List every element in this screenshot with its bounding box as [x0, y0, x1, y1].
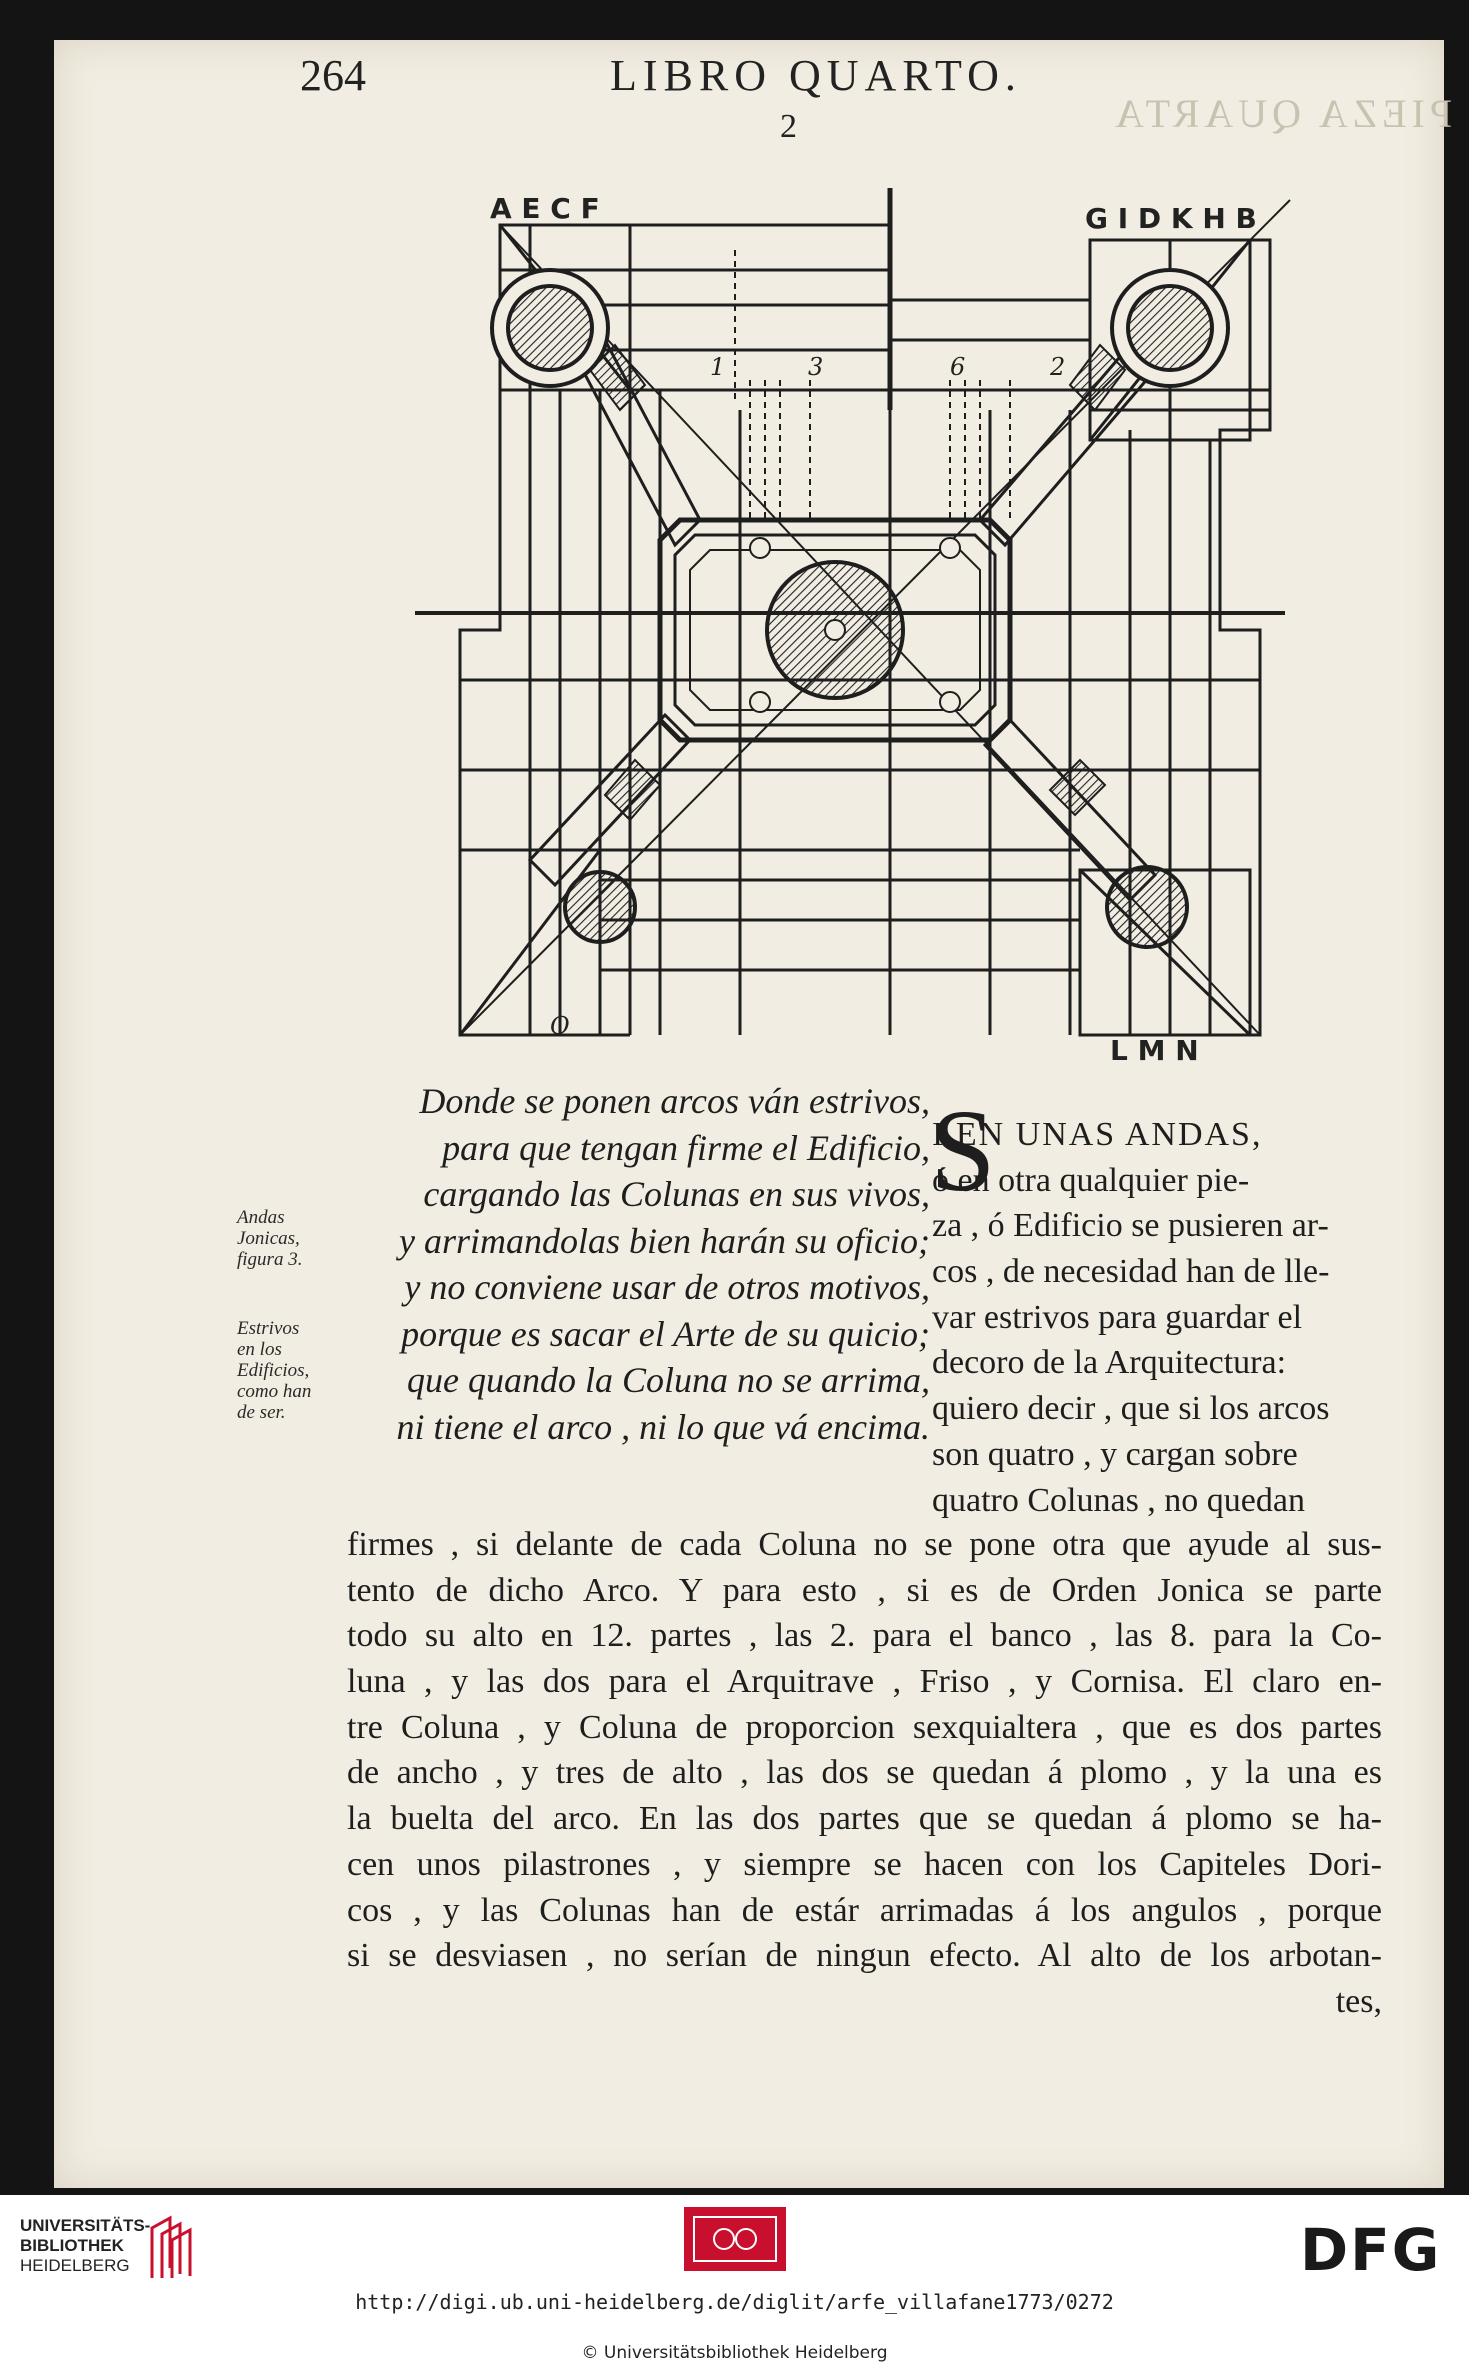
body-line: quatro Colunas , no quedan [932, 1481, 1305, 1519]
verse-line: porque es sacar el Arte de su quicio; [401, 1313, 930, 1354]
page-number: 264 [300, 51, 366, 100]
body-line: luna , y las dos para el Arquitrave , Friso , y Cornisa. El claro en- [347, 1663, 1382, 1701]
margin-note-line: de ser. [237, 1402, 286, 1423]
body-line: decoro de la Arquitectura: [932, 1344, 1287, 1382]
body-full-width [347, 1522, 1382, 2025]
body-line: la buelta del arco. En las dos partes que se quedan á plomo se ha- [347, 1800, 1382, 1838]
running-title: LIBRO QUARTO. [610, 51, 1022, 100]
figure-labels-bottom-right: L M N [1110, 1034, 1199, 1067]
verse-line: que quando la Coluna no se arrima, [406, 1360, 930, 1400]
verse-line: cargando las Colunas en sus vivos, [423, 1174, 930, 1214]
body-line: de ancho , y tres de alto , las dos se quedan á plomo , y la una es [347, 1754, 1382, 1792]
library-logo-text[interactable] [20, 2216, 150, 2276]
body-line: var estrivos para guardar el [932, 1298, 1303, 1336]
margin-note-line: en los [237, 1339, 282, 1360]
catchword: tes, [1335, 1982, 1382, 2020]
margin-note-line: Estrivos [237, 1318, 300, 1339]
figure-label-bottom-left: O [550, 1012, 570, 1040]
figure-labels-top-left: A E C F [490, 192, 600, 225]
body-line: tento de dicho Arco. Y para esto , si es de Orden Jonica se parte [347, 1571, 1382, 1609]
verse-line: ni tiene el arco , ni lo que vá encima. [396, 1406, 930, 1447]
library-name-line: UNIVERSITÄTS- [20, 2216, 151, 2235]
margin-note-estrivos [237, 1318, 357, 1423]
body-line: za , ó Edificio se pusieren ar- [932, 1207, 1329, 1245]
body-line: cen unos pilastrones , y siempre se hacen con los Capiteles Dori- [347, 1845, 1382, 1883]
body-right-column [932, 1112, 1382, 1523]
library-name-line: HEIDELBERG [20, 2256, 130, 2275]
body-line: tre Coluna , y Coluna de proporcion sexquialtera , que es dos partes [347, 1708, 1382, 1746]
verse-stanza [335, 1078, 930, 1450]
margin-note-line: Jonicas, [237, 1228, 300, 1249]
dfg-logo[interactable]: DFG [1300, 2216, 1442, 2284]
margin-note-line: como han [237, 1381, 312, 1402]
body-line: I EN UNAS ANDAS, [932, 1116, 1263, 1153]
architectural-plan-figure [390, 180, 1310, 1070]
figure-label-3: 3 [808, 353, 824, 381]
figure-label-6: 6 [950, 353, 966, 381]
figure-labels-top-right: G I D K H B [1085, 202, 1257, 235]
show-through-text: PIEZA QUARTA [1110, 91, 1453, 136]
margin-note-line: Andas [237, 1207, 285, 1228]
body-line: ó en otra qualquier pie- [932, 1161, 1250, 1199]
margin-note-line: Edificios, [237, 1360, 310, 1381]
figure-label-2: 2 [1050, 353, 1066, 381]
copyright-notice: © Universitätsbibliothek Heidelberg [581, 2343, 888, 2363]
body-line: firmes , si delante de cada Coluna no se pone otra que ayude al sus- [347, 1526, 1382, 1563]
body-line: son quatro , y cargan sobre [932, 1435, 1298, 1473]
body-line: quiero decir , que si los arcos [932, 1390, 1330, 1428]
verse-line: para que tengan firme el Edificio, [442, 1127, 930, 1168]
drop-cap: S [930, 1085, 996, 1216]
margin-note-andas [237, 1207, 357, 1270]
body-line: cos , y las Colunas han de estár arrimadas á los angulos , porque [347, 1891, 1382, 1929]
verse-line: y no conviene usar de otros motivos, [404, 1267, 930, 1307]
body-line: todo su alto en 12. partes , las 2. para el banco , las 8. para la Co- [347, 1617, 1382, 1655]
figure-label-1: 1 [710, 353, 726, 381]
verse-line: Donde se ponen arcos ván estrivos, [419, 1081, 930, 1121]
permalink-url[interactable]: http://digi.ub.uni-heidelberg.de/diglit/arfe_villafane1773/0272 [355, 2290, 1114, 2314]
library-name-line: BIBLIOTHEK [20, 2236, 124, 2255]
body-line: cos , de necesidad han de lle- [932, 1253, 1330, 1291]
body-line: si se desviasen , no serían de ningun efecto. Al alto de los arbotan- [347, 1937, 1382, 1975]
margin-note-line: figura 3. [237, 1249, 303, 1270]
verse-line: y arrimandolas bien harán su oficio; [399, 1220, 930, 1261]
figure-number: 2 [780, 108, 797, 145]
library-logo-icon[interactable] [146, 2214, 204, 2280]
epistemes-logo[interactable] [684, 2207, 786, 2271]
